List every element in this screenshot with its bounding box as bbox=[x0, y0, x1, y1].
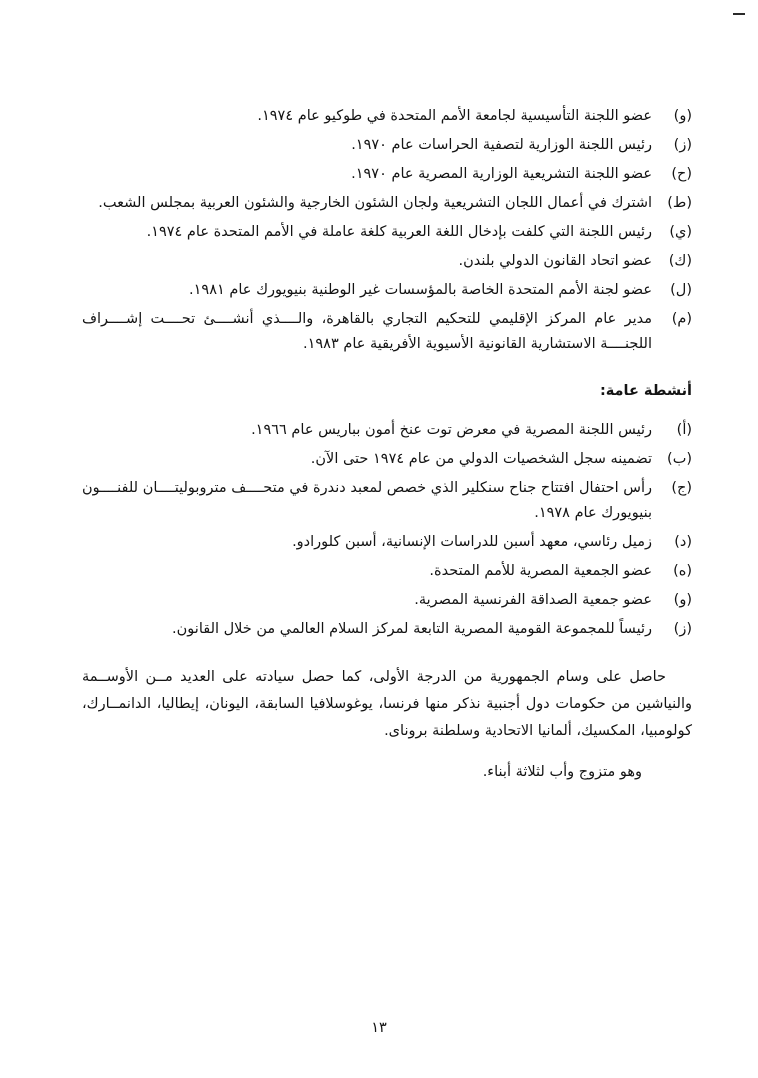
item-marker: (ل) bbox=[670, 282, 692, 298]
item-text: تضمينه سجل الشخصيات الدولي من عام ١٩٧٤ حتى الآن. bbox=[310, 451, 652, 467]
list-item bbox=[82, 559, 692, 584]
item-text: عضو جمعية الصداقة الفرنسية المصرية. bbox=[414, 592, 652, 608]
item-text: عضو الجمعية المصرية للأمم المتحدة. bbox=[429, 563, 652, 579]
item-marker: (أ) bbox=[676, 422, 692, 438]
item-text: رئيس اللجنة الوزارية لتصفية الحراسات عام ١٩٧٠. bbox=[351, 137, 652, 153]
list-item bbox=[82, 162, 692, 187]
list-item bbox=[82, 447, 692, 472]
item-text: مدير عام المركز الإقليمي للتحكيم التجاري بالقاهرة، والــــذي أنشــــئ تحــــت إشــــراف اللجنــــة الاستشارية القانونية الأسيوية الأفريقية عام ١٩٨٣. bbox=[82, 311, 652, 352]
list-item bbox=[82, 476, 692, 526]
item-text: زميل رئاسي، معهد أسبن للدراسات الإنسانية، أسبن كلورادو. bbox=[292, 534, 652, 550]
list-item bbox=[82, 220, 692, 245]
item-marker: (د) bbox=[674, 534, 692, 550]
list-item bbox=[82, 191, 692, 216]
page-number: ١٣ bbox=[371, 1020, 387, 1036]
item-text: عضو لجنة الأمم المتحدة الخاصة بالمؤسسات غير الوطنية بنيويورك عام ١٩٨١. bbox=[189, 282, 652, 298]
item-marker: (ح) bbox=[671, 166, 692, 182]
item-marker: (ب) bbox=[667, 451, 692, 467]
item-marker: (ج) bbox=[671, 480, 692, 496]
item-marker: (ط) bbox=[667, 195, 692, 211]
item-text: رئيس اللجنة التي كلفت بإدخال اللغة العربية كلغة عاملة في الأمم المتحدة عام ١٩٧٤. bbox=[146, 224, 652, 240]
item-marker: (ك) bbox=[668, 253, 692, 269]
family-paragraph: وهو متزوج وأب لثلاثة أبناء. bbox=[482, 764, 642, 780]
page-content bbox=[82, 104, 692, 786]
list-item bbox=[82, 133, 692, 158]
item-marker: (ز) bbox=[673, 137, 692, 153]
honors-paragraph: حاصل على وسام الجمهورية من الدرجة الأولى، كما حصل سيادته على العديد مــن الأوســمة والنياشين من حكومات دول أجنبية نذكر منها فرنسا، يوغوسلافيا السابقة، اليونان، إيطاليا، الدانمــارك، كولومبيا، المكسيك، ألمانيا الاتحادية وسلطنة بروناى. bbox=[82, 669, 692, 739]
item-text: عضو اللجنة التأسيسية لجامعة الأمم المتحدة في طوكيو عام ١٩٧٤. bbox=[257, 108, 652, 124]
item-text: رئيس اللجنة المصرية في معرض توت عنخ أمون بباريس عام ١٩٦٦. bbox=[251, 422, 652, 438]
item-text: عضو اتحاد القانون الدولي بلندن. bbox=[458, 253, 652, 269]
item-text: رأس احتفال افتتاح جناح سنكلير الذي خصص لمعبد دندرة في متحــــف متروبوليتــــان للفنــــون بنيويورك عام ١٩٧٨. bbox=[82, 480, 652, 521]
item-marker: (و) bbox=[673, 108, 692, 124]
list-item bbox=[82, 418, 692, 443]
list-item bbox=[82, 249, 692, 274]
item-marker: (م) bbox=[671, 311, 692, 327]
section-heading: أنشطة عامة: bbox=[599, 383, 692, 399]
list-item bbox=[82, 278, 692, 303]
list-item bbox=[82, 530, 692, 555]
positions-list bbox=[82, 104, 692, 357]
item-text: عضو اللجنة التشريعية الوزارية المصرية عام ١٩٧٠. bbox=[351, 166, 652, 182]
item-marker: (ه) bbox=[673, 563, 692, 579]
list-item bbox=[82, 307, 692, 357]
list-item bbox=[82, 617, 692, 642]
item-text: رئيساً للمجموعة القومية المصرية التابعة لمركز السلام العالمي من خلال القانون. bbox=[172, 621, 652, 637]
item-marker: (ي) bbox=[669, 224, 692, 240]
item-marker: (ز) bbox=[673, 621, 692, 637]
activities-list bbox=[82, 418, 692, 642]
list-item bbox=[82, 588, 692, 613]
item-text: اشترك في أعمال اللجان التشريعية ولجان الشئون الخارجية والشئون العربية بمجلس الشعب. bbox=[98, 195, 652, 211]
list-item bbox=[82, 104, 692, 129]
corner-mark bbox=[733, 13, 745, 15]
item-marker: (و) bbox=[673, 592, 692, 608]
